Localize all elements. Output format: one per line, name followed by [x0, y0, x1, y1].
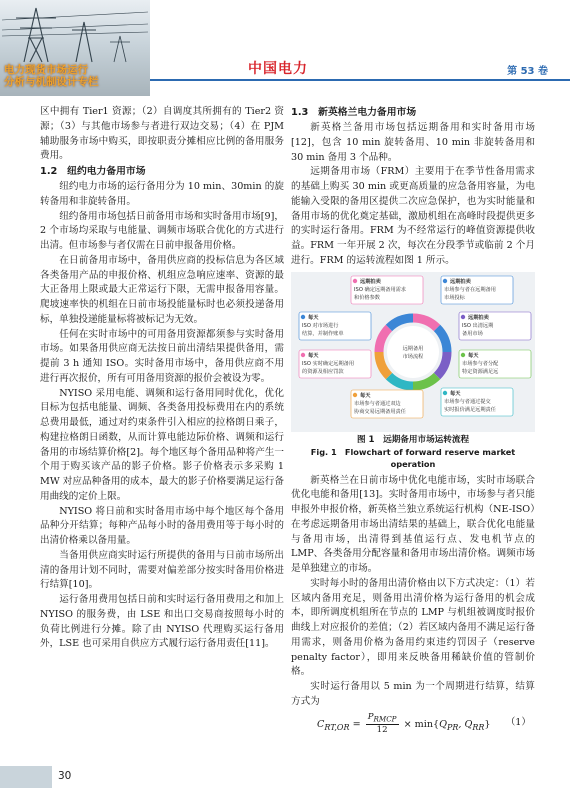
flow-node	[441, 388, 513, 416]
flow-node-label: 每天	[308, 314, 319, 321]
flow-center	[387, 326, 439, 378]
page-header	[0, 0, 570, 96]
flow-node-label: ISO 确定远期备用需求	[354, 286, 407, 293]
flow-node-label: 和价格参数	[354, 294, 380, 301]
flow-node-label: 市场参与者通过提交	[444, 398, 491, 405]
paragraph: 远期备用市场（FRM）主要用于在季节性备用需求的基础上购买 30 min 或更高质量的应急备用容量，为电能输入受限的备用区提供二次应急保护，也为实时能量和备用市场的优化奠定基础，激励机组在高峰时段提供更多的实时运行备用。FRM 为不经常运行的峰值资源提供收益。FRM 一年开展 2 次，每次在分段季节或临前 2 个月进行。FRM 的运转流程如图 1 所示。	[291, 166, 535, 266]
paragraph: 纽约电力市场的运行备用分为 10 min、30min 的旋转备用和非旋转备用。	[40, 181, 284, 207]
paragraph: NYISO 将日前和实时备用市场中每个地区每个备用品种分开结算；每种产品每小时的备用费用等于每小时的出清价格乘以备用量。	[40, 505, 284, 546]
journal-name: 中国电力	[248, 61, 308, 77]
flowchart-figure	[291, 272, 535, 432]
flowchart-diagram	[291, 272, 535, 432]
flow-node-label: 的资源及相应罚款	[302, 368, 344, 375]
equation-number: （1）	[505, 717, 531, 729]
figure-caption-en: Fig. 1 Flowchart of forward reserve market operation	[310, 446, 516, 469]
equation-1	[291, 710, 535, 737]
clock-icon	[461, 314, 465, 318]
page-number: 30	[58, 770, 72, 782]
flow-node	[299, 312, 371, 340]
flow-node-label: ISO 对市场进行	[302, 322, 339, 329]
paragraph: 实时运行备用以 5 min 为一个周期进行结算，结算方式为	[291, 681, 535, 707]
flow-node-label: 市场参与者分配	[462, 360, 499, 367]
clock-icon	[461, 352, 465, 356]
flow-node-label: 远期拍卖	[450, 278, 471, 285]
flow-node	[459, 312, 531, 340]
column-label-line2: 分析与机制设计专栏	[4, 76, 99, 88]
paragraph: 运行备用费用包括日前和实时运行备用费用之和加上 NYISO 的服务费，由 LSE 和出口交易商按照每小时的负荷比例进行分摊。除了由 NYISO 代理购买运行备用外，LSE 也可采用自供应方式履行运行备用责任[11]。	[40, 594, 284, 650]
equation-lhs-sub: RT,OR	[324, 722, 350, 732]
section-heading: 1.3 新英格兰电力备用市场	[291, 107, 417, 118]
paragraph: 在日前备用市场中，备用供应商的投标信息为各区域各类备用产品的申报价格、机组应急响应速率、资源的最大正备用上限或最大正常运行下限，无需申报备用容量。爬坡速率快的机组在日前市场投能量标时也必须投递备用标，单独投递能量标将被标记为无效。	[40, 254, 284, 325]
flow-center-label: 远期备用	[402, 345, 424, 352]
flow-node-label: 实时报价满足远期责任	[444, 406, 496, 413]
flow-node-label: 远期拍卖	[360, 278, 381, 285]
clock-icon	[301, 314, 305, 318]
footer-bar	[0, 766, 52, 788]
clock-icon	[353, 278, 357, 282]
flow-node	[299, 350, 371, 378]
flow-node-label: 市场参与者在远期备用	[444, 286, 496, 293]
equation-denominator: 12	[376, 725, 388, 736]
right-column	[291, 105, 535, 736]
section-heading: 1.2 纽约电力备用市场	[40, 166, 146, 177]
column-label	[4, 64, 146, 88]
paragraph: NYISO 采用电能、调频和运行备用同时优化，优化目标为包括电能量、调频、各类备用投标费用在内的系统总费用最低，通过对约束条件引入相应的拉格朗日乘子，构建拉格朗日函数，从而计算电能边际价格、调频和运行备用的市场结算价格[2]。每个地区每个备用品种将产生一个用于购买该产品的影子价格。影子价格表示多采购 1 MW 对应品种备用的成本，最大的影子价格要满足运行备用曲线的定价上限。	[40, 387, 284, 502]
flow-node-label: 特定资源满足远	[462, 368, 499, 375]
header-banner	[0, 0, 150, 96]
paragraph: 当备用供应商实时运行所提供的备用与日前市场所出清的备用计划不同时，需要对偏差部分按实时备用价格进行结算[10]。	[40, 549, 284, 591]
equation-min: × min{	[403, 718, 440, 730]
paragraph: 纽约备用市场包括日前备用市场和实时备用市场[9]，2 个市场均采取与电能量、调频市场联合优化的方式进行出清。但市场参与者仅需在日前申报备用价格。	[40, 210, 284, 251]
flow-node-label: 每天	[308, 352, 319, 359]
equation-numerator: P	[367, 711, 374, 722]
column-label-line1: 电力现货市场运行	[4, 64, 88, 76]
flow-node-label: 每天	[468, 352, 479, 359]
flow-node-label: 市场参与者通过双边	[354, 400, 401, 407]
flow-node-label: ISO 出清远期	[462, 322, 494, 329]
flow-node	[441, 276, 513, 304]
left-column	[40, 105, 284, 652]
paragraph: 实时每小时的备用出清价格由以下方式决定：（1）若区域内备用充足，则备用出清价格为运行备用的机会成本，即所调度机组所在节点的 LMP 与机组被调度时报价曲线上对应报价的差值；（2）若区域内备用不满足运行备用需求，则备用价格为备用约束违约罚因子（reserve penalty factor），即用来反映备用稀缺价值的管制价格。	[291, 577, 535, 678]
paragraph: 区中拥有 Tier1 资源；（2）自调度其所拥有的 Tier2 资源；（3）与其他市场参与者进行双边交易；（4）在 PJM 辅助服务市场中购买，即按职责分摊相应比例的备用服务费用。	[40, 106, 284, 162]
clock-icon	[443, 278, 447, 282]
paragraph: 新英格兰在日前市场中优化电能市场，实时市场联合优化电能和备用[13]。实时备用市场中，市场参与者只能申报外申报价格，新英格兰独立系统运行机构（NE-ISO）在考虑远期备用市场出清结果的基础上，联合优化电能量与备用市场，出清得到基值运行点、发电机节点的 LMP、各类备用分配容量和备用市场出清价格。调频市场是单独建立的市场。	[291, 474, 535, 574]
flow-node-label: 每天	[450, 390, 461, 397]
flow-node-label: ISO 实时确定远期备用	[302, 360, 355, 367]
equation-lhs: C	[317, 718, 325, 730]
paragraph: 新英格兰备用市场包括远期备用和实时备用市场[12]，包含 10 min 旋转备用、10 min 非旋转备用和 30 min 备用 3 个品种。	[291, 122, 535, 163]
paragraph: 任何在实时市场中的可用备用资源都须参与实时备用市场。如果备用供应商无法按日前出清结果提供备用，需提前 3 h 通知 ISO。实时备用市场中，备用供应商不用进行再次报价，所有可用备用资源的报价会被设为零。	[40, 328, 284, 384]
equation-numerator-sub: RMCP	[373, 714, 397, 724]
flow-node	[459, 350, 531, 378]
equation-fraction	[366, 712, 399, 737]
header-rule	[150, 79, 570, 81]
flow-node-label: 备用市场	[462, 330, 483, 337]
clock-icon	[353, 392, 357, 396]
clock-icon	[443, 390, 447, 394]
flow-node-label: 协商交易远期备用责任	[354, 408, 406, 415]
flow-node	[351, 390, 423, 418]
flow-node-label: 结算，并制作账单	[302, 330, 344, 337]
power-tower-icon	[2, 2, 148, 64]
clock-icon	[301, 352, 305, 356]
flow-center-label: 市场流程	[402, 353, 424, 360]
flow-node-label: 远期拍卖	[468, 314, 489, 321]
flow-node	[351, 276, 423, 304]
volume-number: 第 53 卷	[507, 66, 548, 77]
flow-node-label: 每天	[360, 392, 371, 399]
equation-body: $C_{RT,OR}$ = $\frac{P_{RMCP}}{12}$ × $\min\{Q_{PR}$, $Q_{RR}$}	[317, 711, 491, 736]
flow-node-label: 市场投标	[444, 294, 465, 301]
figure-caption-cn: 图 1 远期备用市场运转流程	[356, 434, 470, 445]
